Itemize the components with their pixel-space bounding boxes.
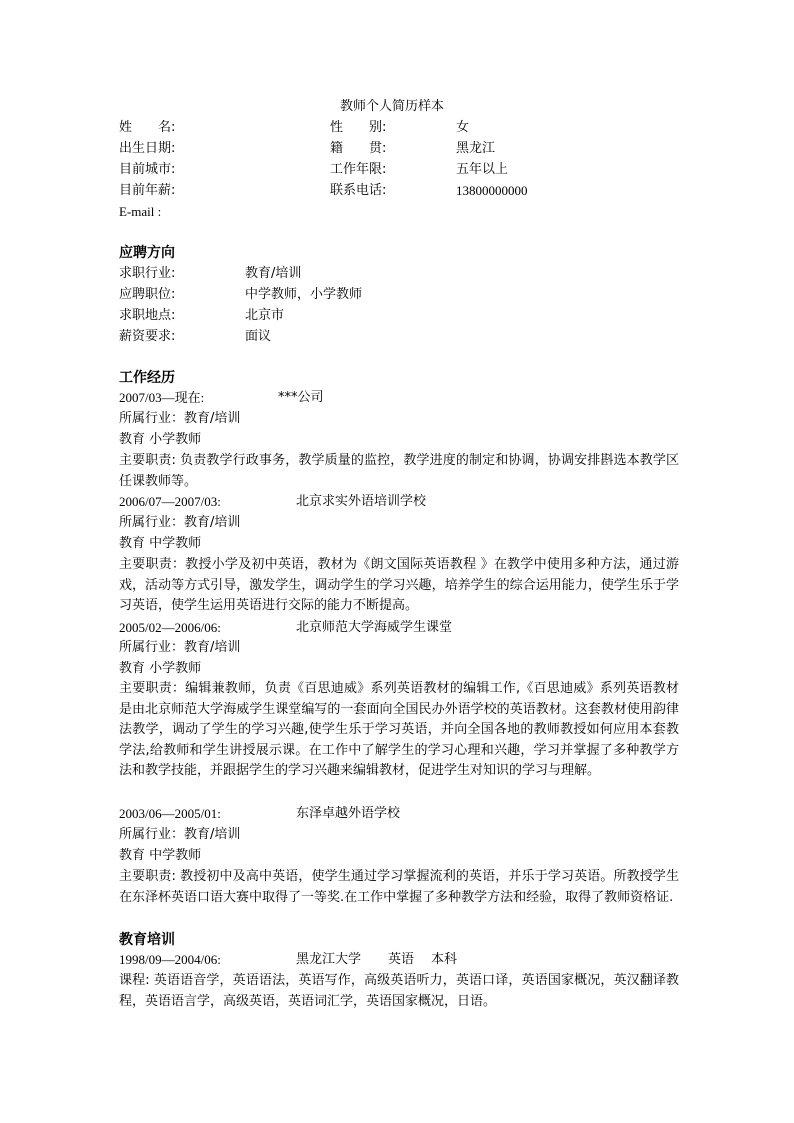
intention-row [0, 285, 794, 305]
basic-row-3 [0, 160, 794, 180]
job-role: 教育 小学教师 [119, 432, 202, 447]
phone-value: 13800000000 [456, 183, 528, 198]
job-period-row [0, 804, 794, 824]
education-period: 1998/09—2004/06: [119, 952, 221, 967]
job-period: 2006/07—2007/03: [119, 494, 221, 509]
job-company: 北京求实外语培训学校 [296, 494, 427, 509]
job-duty: 主要职责: 负责教学行政事务，教学质量的监控，教学进度的制定和协调，协调安排斟选本教学区任课教师等。 [119, 453, 679, 489]
job-role: 教育 小学教师 [119, 661, 202, 676]
job-period-row [0, 618, 794, 638]
basic-row-5 [0, 202, 794, 222]
job-industry: 所属行业：教育/培训 [119, 640, 241, 655]
job-period: 2007/03—现在: [119, 390, 205, 405]
job-period: 2003/06—2005/01: [119, 806, 221, 821]
intention-label: 求职地点: [119, 308, 176, 323]
job-industry: 所属行业：教育/培训 [119, 515, 241, 530]
intention-label: 应聘职位: [119, 287, 176, 302]
native-label: 籍 贯: [330, 141, 387, 156]
intention-row [0, 306, 794, 326]
job-duty: 主要职责: 教授初中及高中英语，使学生通过学习掌握流利的英语，并乐于学习英语。所教授学生在东泽杯英语口语大赛中取得了一等奖.在工作中掌握了多种教学方法和经验，取得了教师资格证. [119, 869, 679, 905]
intention-row [0, 264, 794, 284]
intention-value: 中学教师，小学教师 [245, 287, 363, 302]
gender-value: 女 [456, 120, 470, 135]
page-title: 教师个人简历样本 [340, 99, 445, 114]
intention-label: 求职行业: [119, 266, 176, 281]
education-school: 黑龙江大学 [296, 952, 362, 967]
education-courses: 课程: 英语语音学，英语语法，英语写作，高级英语听力，英语口译，英语国家概况，英汉翻译教程，英语语言学，高级英语，英语词汇学，英语国家概况，日语。 [119, 973, 679, 1009]
basic-row-1 [0, 118, 794, 138]
education-heading: 教育培训 [119, 932, 175, 948]
years-label: 工作年限: [330, 162, 387, 177]
intention-heading: 应聘方向 [119, 245, 175, 261]
years-value: 五年以上 [456, 162, 509, 177]
education-major: 英语 [388, 952, 415, 967]
gender-label: 性 别: [330, 120, 387, 135]
intention-row [0, 327, 794, 347]
job-period: 2005/02—2006/06: [119, 620, 221, 635]
basic-row-4 [0, 181, 794, 201]
intention-label: 薪资要求: [119, 329, 176, 344]
job-industry: 所属行业：教育/培训 [119, 411, 241, 426]
work-heading: 工作经历 [119, 370, 175, 386]
phone-label: 联系电话: [330, 183, 387, 198]
job-period-row [0, 388, 794, 408]
job-company: 北京师范大学海威学生课堂 [296, 620, 453, 635]
job-role: 教育 中学教师 [119, 848, 202, 863]
job-role: 教育 中学教师 [119, 536, 202, 551]
job-duty: 主要职责：教授小学及初中英语，教材为《朗文国际英语教程 》在教学中使用多种方法，通过游戏，活动等方式引导，激发学生，调动学生的学习兴趣，培养学生的综合运用能力，使学生乐于学习英语，使学生运用英语进行交际的能力不断提高。 [119, 557, 679, 614]
salary-label: 目前年薪: [119, 183, 176, 198]
birth-label: 出生日期: [119, 141, 176, 156]
job-period-row [0, 492, 794, 512]
basic-row-2 [0, 139, 794, 159]
job-industry: 所属行业：教育/培训 [119, 827, 241, 842]
education-degree: 本科 [431, 952, 458, 967]
education-row [0, 950, 794, 970]
email-label: E-mail : [119, 204, 162, 219]
intention-value: 面议 [245, 329, 272, 344]
job-duty: 主要职责：编辑兼教师，负责《百思迪威》系列英语教材的编辑工作,《百思迪威》系列英语教材是由北京师范大学海威学生课堂编写的一套面向全国民办外语学校的英语教材。这套教材使用韵律法教学，调动了学生的学习兴趣,使学生乐于学习英语，并向全国各地的教师教授如何应用本套教学法,给教师和学生讲授展示课。在工作中了解学生的学习心理和兴趣，学习并掌握了多种教学方法和教学技能，并跟据学生的学习兴趣来编辑教材，促进学生对知识的学习与理解。 [119, 681, 679, 779]
city-label: 目前城市: [119, 162, 176, 177]
name-label: 姓 名: [119, 120, 176, 135]
job-company: ***公司 [278, 390, 324, 405]
native-value: 黑龙江 [456, 141, 496, 156]
intention-value: 教育/培训 [245, 266, 302, 281]
job-company: 东泽卓越外语学校 [296, 806, 401, 821]
intention-value: 北京市 [245, 308, 285, 323]
